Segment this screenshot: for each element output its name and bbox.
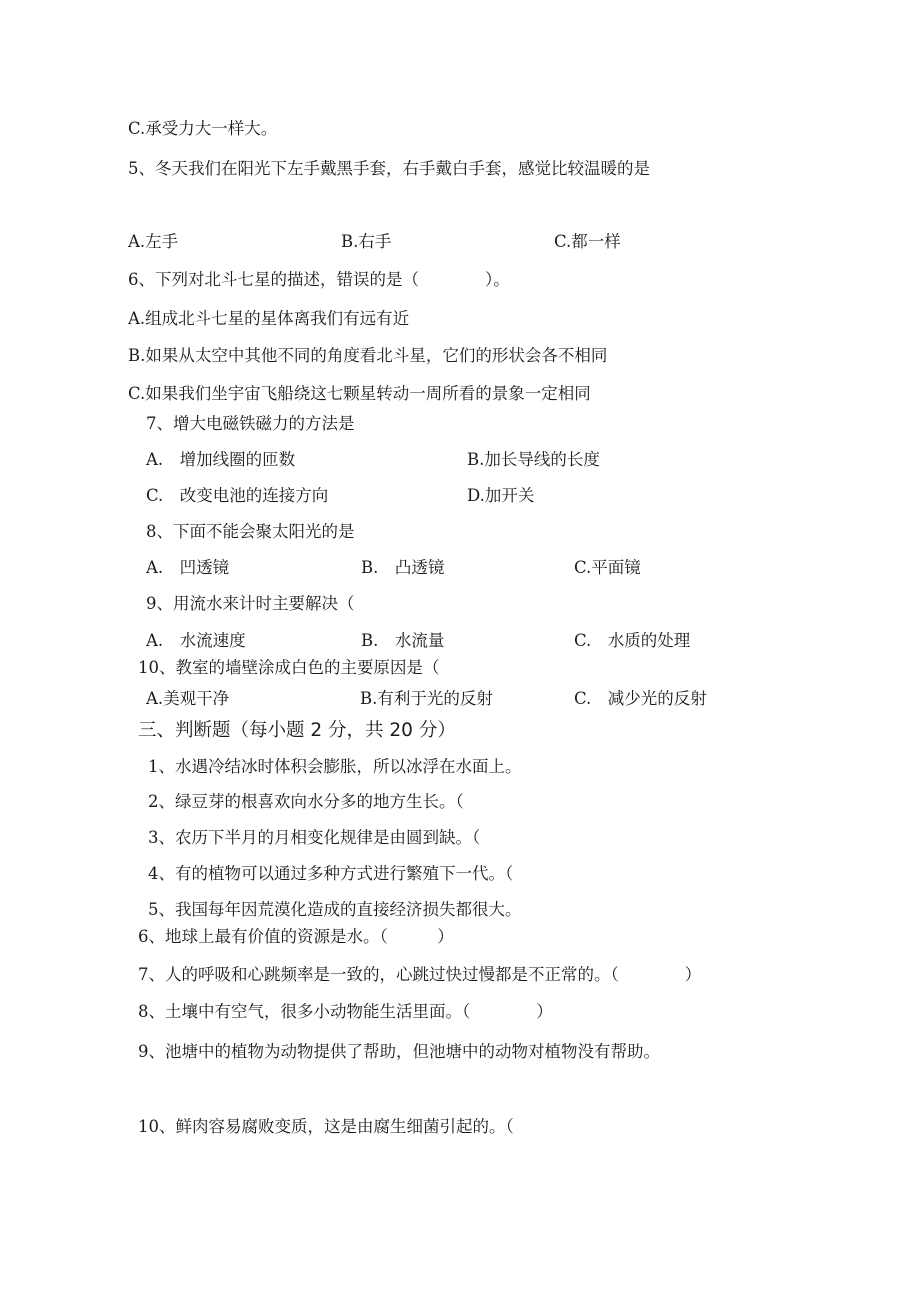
q9-option-a: A. 水流速度 xyxy=(146,631,246,650)
q4-option-c: C.承受力大一样大。 xyxy=(128,119,278,138)
q5-option-c: C.都一样 xyxy=(554,232,621,251)
q5-option-b: B.右手 xyxy=(341,232,392,251)
q10-option-b: B.有利于光的反射 xyxy=(360,689,493,708)
q7-option-b: B.加长导线的长度 xyxy=(467,450,600,469)
q5-stem: 5、冬天我们在阳光下左手戴黑手套，右手戴白手套，感觉比较温暖的是 xyxy=(128,159,650,178)
q8-option-c: C.平面镜 xyxy=(574,558,641,577)
q10-option-c: C. 减少光的反射 xyxy=(574,689,707,708)
q7-stem: 7、增大电磁铁磁力的方法是 xyxy=(146,414,355,433)
q8-option-b: B. 凸透镜 xyxy=(361,558,445,577)
judge-item-9: 9、池塘中的植物为动物提供了帮助，但池塘中的动物对植物没有帮助。 xyxy=(138,1042,660,1061)
q7-option-a: A. 增加线圈的匝数 xyxy=(146,450,296,469)
judge-item-6: 6、地球上最有价值的资源是水。（ ） xyxy=(138,927,454,946)
q7-option-d: D.加开关 xyxy=(467,486,535,505)
judge-item-1: 1、水遇冷结冰时体积会膨胀，所以冰浮在水面上。 xyxy=(148,757,522,776)
q6-option-a: A.组成北斗七星的星体离我们有远有近 xyxy=(128,309,410,328)
judge-item-10: 10、鲜肉容易腐败变质，这是由腐生细菌引起的。（ xyxy=(138,1117,514,1136)
q6-option-c: C.如果我们坐宇宙飞船绕这七颗星转动一周所看的景象一定相同 xyxy=(128,384,591,403)
q7-option-c: C. 改变电池的连接方向 xyxy=(146,486,329,505)
judge-item-7: 7、人的呼吸和心跳频率是一致的，心跳过快过慢都是不正常的。（ ） xyxy=(138,965,702,984)
judge-item-2: 2、绿豆芽的根喜欢向水分多的地方生长。（ xyxy=(148,792,464,811)
q9-option-b: B. 水流量 xyxy=(361,631,445,650)
q9-option-c: C. 水质的处理 xyxy=(574,631,691,650)
q6-option-b: B.如果从太空中其他不同的角度看北斗星，它们的形状会各不相同 xyxy=(128,346,608,365)
q8-option-a: A. 凹透镜 xyxy=(146,558,230,577)
judge-item-8: 8、土壤中有空气，很多小动物能生活里面。（ ） xyxy=(138,1002,553,1021)
q10-option-a: A.美观干净 xyxy=(146,689,230,708)
judge-item-3: 3、农历下半月的月相变化规律是由圆到缺。（ xyxy=(148,828,481,847)
judge-item-5: 5、我国每年因荒漠化造成的直接经济损失都很大。 xyxy=(148,900,522,919)
judge-item-4: 4、有的植物可以通过多种方式进行繁殖下一代。（ xyxy=(148,864,514,883)
q8-stem: 8、下面不能会聚太阳光的是 xyxy=(146,522,355,541)
q6-stem: 6、下列对北斗七星的描述，错误的是（ ）。 xyxy=(128,270,510,289)
q9-stem: 9、用流水来计时主要解决（ xyxy=(146,594,355,613)
q5-option-a: A.左手 xyxy=(128,232,179,251)
section-title-judge: 三、判断题（每小题 2 分，共 20 分） xyxy=(138,720,456,741)
q10-stem: 10、教室的墙壁涂成白色的主要原因是（ xyxy=(138,658,440,677)
